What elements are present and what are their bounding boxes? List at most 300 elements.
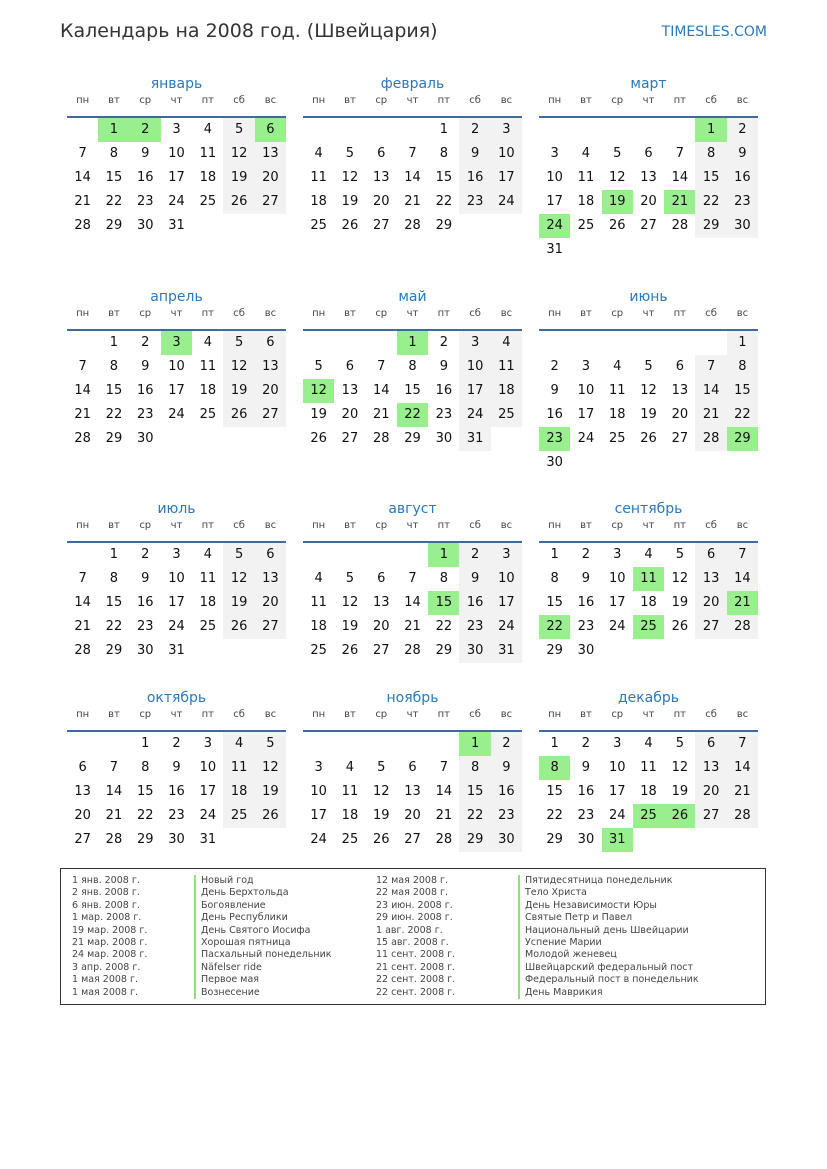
day-cell: 30 <box>459 639 490 663</box>
day-cell: 26 <box>310 431 327 446</box>
holiday-date: 6 янв. 2008 г. <box>72 899 140 911</box>
month-grid <box>67 307 286 451</box>
weekday-header: пн <box>539 519 570 543</box>
weekday-header: пн <box>303 94 334 118</box>
day-cell: 26 <box>223 615 254 639</box>
day-cell: 7 <box>109 760 119 775</box>
day-cell: 14 <box>74 595 91 610</box>
holiday-day-cell: 25 <box>633 804 664 828</box>
day-cell: 20 <box>671 407 689 422</box>
day-cell: 4 <box>644 547 653 562</box>
weekday-header: ср <box>130 94 161 118</box>
day-cell: 28 <box>404 218 421 233</box>
day-cell: 6 <box>675 359 684 374</box>
holiday-date: 21 сент. 2008 г. <box>376 961 456 973</box>
day-cell: 19 <box>223 591 254 615</box>
day-cell: 10 <box>310 784 327 799</box>
day-cell: 18 <box>608 407 626 422</box>
holiday-date: 1 авг. 2008 г. <box>376 924 443 936</box>
day-cell: 16 <box>136 595 154 610</box>
day-cell: 4 <box>491 331 522 355</box>
day-cell: 7 <box>727 732 758 756</box>
weekday-header: сб <box>223 519 254 543</box>
day-cell: 30 <box>491 828 522 852</box>
month-name: февраль <box>380 76 445 92</box>
day-cell: 18 <box>199 595 217 610</box>
weekday-header: вт <box>334 519 365 543</box>
day-cell: 18 <box>640 595 657 610</box>
holiday-day-cell: 23 <box>539 427 570 451</box>
day-cell: 9 <box>439 359 448 374</box>
weekday-header: вт <box>570 307 601 331</box>
day-cell: 27 <box>404 832 421 847</box>
day-cell: 21 <box>105 808 123 823</box>
day-cell: 7 <box>675 146 684 161</box>
day-cell: 15 <box>546 784 563 799</box>
weekday-header: ср <box>366 708 397 732</box>
day-cell: 20 <box>255 591 286 615</box>
empty-cell <box>602 118 633 142</box>
day-cell: 5 <box>223 543 254 567</box>
day-cell: 15 <box>546 595 563 610</box>
day-cell: 11 <box>608 383 626 398</box>
day-cell: 3 <box>459 331 490 355</box>
day-cell: 29 <box>105 643 123 658</box>
day-cell: 11 <box>310 595 327 610</box>
day-cell: 1 <box>550 547 559 562</box>
day-cell: 26 <box>223 403 254 427</box>
month-grid <box>67 94 286 238</box>
weekday-header: вс <box>491 94 522 118</box>
day-cell: 8 <box>109 359 119 374</box>
day-cell: 17 <box>491 166 522 190</box>
day-cell: 2 <box>459 118 490 142</box>
day-cell: 27 <box>671 431 689 446</box>
day-cell: 21 <box>695 403 726 427</box>
weekday-header: вт <box>570 708 601 732</box>
day-cell: 23 <box>136 407 154 422</box>
month-block <box>67 287 286 451</box>
weekday-header: пт <box>664 307 695 331</box>
day-cell: 25 <box>608 431 626 446</box>
day-cell: 6 <box>377 146 386 161</box>
holiday-day-cell: 11 <box>633 567 664 591</box>
day-cell: 22 <box>105 407 123 422</box>
holiday-day-cell: 1 <box>459 732 490 756</box>
day-cell: 10 <box>168 359 185 374</box>
day-cell: 4 <box>345 760 355 775</box>
day-cell: 29 <box>435 218 453 233</box>
day-cell: 8 <box>550 571 559 586</box>
weekday-header: ср <box>602 519 633 543</box>
weekday-header: ср <box>602 94 633 118</box>
day-cell: 9 <box>141 359 150 374</box>
day-cell: 3 <box>172 122 181 137</box>
weekday-header: сб <box>223 94 254 118</box>
day-cell: 13 <box>372 170 390 185</box>
holiday-date: 3 апр. 2008 г. <box>72 961 141 973</box>
day-cell: 31 <box>459 427 490 451</box>
day-cell: 11 <box>199 359 217 374</box>
holiday-name: Хорошая пятница <box>194 937 332 949</box>
day-cell: 17 <box>491 591 522 615</box>
day-cell: 30 <box>435 431 453 446</box>
empty-cell <box>303 118 334 142</box>
empty-cell <box>695 331 726 355</box>
day-cell: 18 <box>640 784 657 799</box>
weekday-header: пн <box>67 307 98 331</box>
weekday-header: чт <box>161 708 192 732</box>
day-cell: 8 <box>439 571 448 586</box>
weekday-header: вс <box>491 708 522 732</box>
day-cell: 13 <box>695 567 726 591</box>
day-cell: 16 <box>459 591 490 615</box>
day-cell: 18 <box>310 194 327 209</box>
weekday-header: вс <box>491 307 522 331</box>
weekday-header: чт <box>397 708 428 732</box>
month-name: сентябрь <box>614 501 683 517</box>
weekday-header: пт <box>664 94 695 118</box>
day-cell: 20 <box>74 808 91 823</box>
empty-cell <box>98 732 129 756</box>
holiday-name: Пасхальный понедельник <box>194 949 332 961</box>
day-cell: 24 <box>577 431 595 446</box>
holiday-name: Швейцарский федеральный пост <box>518 962 699 974</box>
day-cell: 27 <box>341 431 359 446</box>
day-cell: 30 <box>577 643 595 658</box>
holiday-date: 22 сент. 2008 г. <box>376 986 456 998</box>
day-cell: 5 <box>613 146 622 161</box>
empty-cell <box>633 331 664 355</box>
month-block <box>67 688 286 852</box>
day-cell: 5 <box>255 732 286 756</box>
weekday-header: вс <box>255 94 286 118</box>
day-cell: 29 <box>105 431 123 446</box>
day-cell: 19 <box>310 407 327 422</box>
weekday-header: сб <box>695 519 726 543</box>
weekday-header: ср <box>130 307 161 331</box>
day-cell: 6 <box>78 760 87 775</box>
day-cell: 11 <box>341 784 359 799</box>
weekday-header: вс <box>255 708 286 732</box>
weekday-header: сб <box>223 708 254 732</box>
day-cell: 11 <box>577 170 595 185</box>
holiday-name: Молодой женевец <box>518 949 699 961</box>
holiday-day-cell: 1 <box>428 543 459 567</box>
day-cell: 17 <box>168 595 185 610</box>
holiday-day-cell: 21 <box>727 591 758 615</box>
day-cell: 26 <box>255 804 286 828</box>
day-cell: 22 <box>435 619 453 634</box>
weekday-header: чт <box>161 519 192 543</box>
weekday-header: сб <box>695 708 726 732</box>
weekday-header: чт <box>161 94 192 118</box>
day-cell: 14 <box>105 784 123 799</box>
day-cell: 28 <box>74 218 91 233</box>
day-cell: 12 <box>223 142 254 166</box>
day-cell: 22 <box>105 194 123 209</box>
day-cell: 10 <box>168 146 185 161</box>
empty-cell <box>397 732 428 756</box>
day-cell: 20 <box>255 379 286 403</box>
day-cell: 12 <box>372 784 390 799</box>
empty-cell <box>334 543 365 567</box>
weekday-header: вс <box>255 519 286 543</box>
day-cell: 25 <box>491 403 522 427</box>
empty-cell <box>428 732 459 756</box>
empty-cell <box>67 732 98 756</box>
day-cell: 25 <box>199 194 217 209</box>
day-cell: 28 <box>105 832 123 847</box>
day-cell: 18 <box>199 383 217 398</box>
holiday-name: День Республики <box>194 912 332 924</box>
month-name: март <box>630 76 667 92</box>
day-cell: 24 <box>491 615 522 639</box>
day-cell: 11 <box>223 756 254 780</box>
day-cell: 14 <box>671 170 689 185</box>
day-cell: 30 <box>136 218 154 233</box>
empty-cell <box>334 331 365 355</box>
day-cell: 8 <box>109 571 119 586</box>
weekday-header: пт <box>664 708 695 732</box>
day-cell: 17 <box>459 379 490 403</box>
weekday-header: сб <box>223 307 254 331</box>
weekday-header: чт <box>633 708 664 732</box>
weekday-header: чт <box>161 307 192 331</box>
day-cell: 29 <box>546 832 563 847</box>
holiday-name: Успение Марии <box>518 937 699 949</box>
day-cell: 10 <box>168 571 185 586</box>
day-cell: 21 <box>404 619 421 634</box>
day-cell: 5 <box>314 359 323 374</box>
day-cell: 10 <box>199 760 217 775</box>
day-cell: 15 <box>695 166 726 190</box>
day-cell: 22 <box>435 194 453 209</box>
day-cell: 31 <box>168 218 185 233</box>
day-cell: 28 <box>372 431 390 446</box>
day-cell: 15 <box>727 379 758 403</box>
weekday-header: пн <box>303 519 334 543</box>
weekday-header: вс <box>255 307 286 331</box>
day-cell: 24 <box>491 190 522 214</box>
day-cell: 7 <box>695 355 726 379</box>
month-grid <box>539 94 758 262</box>
day-cell: 13 <box>74 784 91 799</box>
day-cell: 7 <box>78 359 87 374</box>
day-cell: 8 <box>109 146 119 161</box>
day-cell: 3 <box>581 359 591 374</box>
day-cell: 9 <box>459 567 490 591</box>
day-cell: 23 <box>727 190 758 214</box>
empty-cell <box>303 543 334 567</box>
day-cell: 26 <box>608 218 626 233</box>
holiday-date: 11 сент. 2008 г. <box>376 949 456 961</box>
holiday-date: 1 мар. 2008 г. <box>72 912 142 924</box>
day-cell: 14 <box>404 170 421 185</box>
day-cell: 26 <box>372 832 390 847</box>
day-cell: 14 <box>404 595 421 610</box>
day-cell: 30 <box>136 431 154 446</box>
day-cell: 1 <box>109 335 119 350</box>
month-name: октябрь <box>146 690 207 706</box>
empty-cell <box>633 118 664 142</box>
day-cell: 13 <box>255 142 286 166</box>
day-cell: 8 <box>459 756 490 780</box>
weekday-header: вс <box>727 708 758 732</box>
weekday-header: вт <box>334 708 365 732</box>
day-cell: 7 <box>439 760 448 775</box>
day-cell: 20 <box>695 780 726 804</box>
day-cell: 27 <box>640 218 657 233</box>
empty-cell <box>366 331 397 355</box>
day-cell: 6 <box>345 359 355 374</box>
weekday-header: чт <box>397 94 428 118</box>
day-cell: 4 <box>203 122 212 137</box>
empty-cell <box>334 732 365 756</box>
day-cell: 2 <box>141 335 150 350</box>
day-cell: 10 <box>491 567 522 591</box>
holiday-day-cell: 1 <box>397 331 428 355</box>
day-cell: 26 <box>341 218 359 233</box>
day-cell: 15 <box>136 784 154 799</box>
day-cell: 17 <box>199 784 217 799</box>
day-cell: 5 <box>345 571 355 586</box>
day-cell: 18 <box>223 780 254 804</box>
day-cell: 12 <box>608 170 626 185</box>
weekday-header: ср <box>366 519 397 543</box>
weekday-header: вс <box>727 519 758 543</box>
weekday-header: ср <box>602 307 633 331</box>
day-cell: 14 <box>74 383 91 398</box>
empty-cell <box>303 331 334 355</box>
day-cell: 1 <box>439 122 448 137</box>
day-cell: 30 <box>727 214 758 238</box>
day-cell: 23 <box>168 808 185 823</box>
day-cell: 8 <box>408 359 417 374</box>
day-cell: 12 <box>671 760 689 775</box>
empty-cell <box>397 543 428 567</box>
day-cell: 29 <box>136 832 154 847</box>
day-cell: 10 <box>608 571 626 586</box>
day-cell: 5 <box>377 760 386 775</box>
day-cell: 9 <box>491 756 522 780</box>
holiday-date: 29 июн. 2008 г. <box>376 912 453 924</box>
month-name: январь <box>150 76 203 92</box>
day-cell: 27 <box>255 403 286 427</box>
empty-cell <box>539 118 570 142</box>
day-cell: 27 <box>255 190 286 214</box>
weekday-header: вс <box>727 307 758 331</box>
month-block <box>539 499 758 663</box>
day-cell: 13 <box>640 170 657 185</box>
day-cell: 13 <box>695 756 726 780</box>
day-cell: 4 <box>203 547 212 562</box>
holiday-date: 1 янв. 2008 г. <box>72 875 140 886</box>
month-grid <box>303 708 522 852</box>
holiday-date: 19 мар. 2008 г. <box>72 924 148 936</box>
weekday-header: чт <box>397 519 428 543</box>
month-name: май <box>398 289 427 305</box>
day-cell: 13 <box>671 383 689 398</box>
day-cell: 22 <box>727 403 758 427</box>
day-cell: 20 <box>255 166 286 190</box>
day-cell: 30 <box>168 832 185 847</box>
day-cell: 27 <box>255 615 286 639</box>
day-cell: 18 <box>577 194 595 209</box>
day-cell: 21 <box>727 780 758 804</box>
holiday-day-cell: 6 <box>255 118 286 142</box>
day-cell: 12 <box>640 383 657 398</box>
day-cell: 24 <box>199 808 217 823</box>
holiday-date: 24 мар. 2008 г. <box>72 949 148 961</box>
day-cell: 19 <box>671 595 689 610</box>
holiday-name: Богоявление <box>194 900 332 912</box>
holiday-day-cell: 3 <box>161 331 192 355</box>
day-cell: 12 <box>223 355 254 379</box>
day-cell: 16 <box>546 407 563 422</box>
day-cell: 23 <box>577 808 595 823</box>
day-cell: 9 <box>581 760 591 775</box>
day-cell: 14 <box>372 383 390 398</box>
day-cell: 27 <box>372 218 390 233</box>
month-name: август <box>388 501 437 517</box>
day-cell: 2 <box>581 547 591 562</box>
day-cell: 16 <box>727 166 758 190</box>
day-cell: 29 <box>695 214 726 238</box>
day-cell: 20 <box>372 619 390 634</box>
day-cell: 21 <box>74 619 91 634</box>
day-cell: 28 <box>695 427 726 451</box>
day-cell: 19 <box>640 407 657 422</box>
day-cell: 15 <box>404 383 421 398</box>
weekday-header: чт <box>397 307 428 331</box>
day-cell: 4 <box>581 146 591 161</box>
holiday-day-cell: 19 <box>602 190 633 214</box>
day-cell: 3 <box>550 146 559 161</box>
day-cell: 22 <box>136 808 154 823</box>
weekday-header: пт <box>664 519 695 543</box>
day-cell: 3 <box>314 760 323 775</box>
month-block <box>539 74 758 262</box>
day-cell: 28 <box>74 431 91 446</box>
day-cell: 26 <box>640 431 657 446</box>
day-cell: 19 <box>223 379 254 403</box>
day-cell: 3 <box>613 736 622 751</box>
day-cell: 19 <box>671 784 689 799</box>
day-cell: 31 <box>199 832 217 847</box>
holiday-name: Федеральный пост в понедельник <box>518 974 699 986</box>
month-block <box>67 74 286 238</box>
day-cell: 2 <box>141 547 150 562</box>
holiday-date: 22 мая 2008 г. <box>376 887 449 899</box>
day-cell: 29 <box>546 643 563 658</box>
holiday-name: Новый год <box>194 875 332 887</box>
day-cell: 2 <box>491 732 522 756</box>
day-cell: 19 <box>223 166 254 190</box>
day-cell: 9 <box>141 571 150 586</box>
day-cell: 6 <box>377 571 386 586</box>
day-cell: 28 <box>671 218 689 233</box>
weekday-header: пн <box>67 519 98 543</box>
day-cell: 5 <box>675 547 684 562</box>
day-cell: 16 <box>136 383 154 398</box>
day-cell: 21 <box>372 407 390 422</box>
day-cell: 29 <box>105 218 123 233</box>
day-cell: 9 <box>172 760 181 775</box>
holiday-date: 22 сент. 2008 г. <box>376 974 456 986</box>
brand-link[interactable]: TIMESLES.COM <box>661 24 767 40</box>
day-cell: 29 <box>404 431 421 446</box>
